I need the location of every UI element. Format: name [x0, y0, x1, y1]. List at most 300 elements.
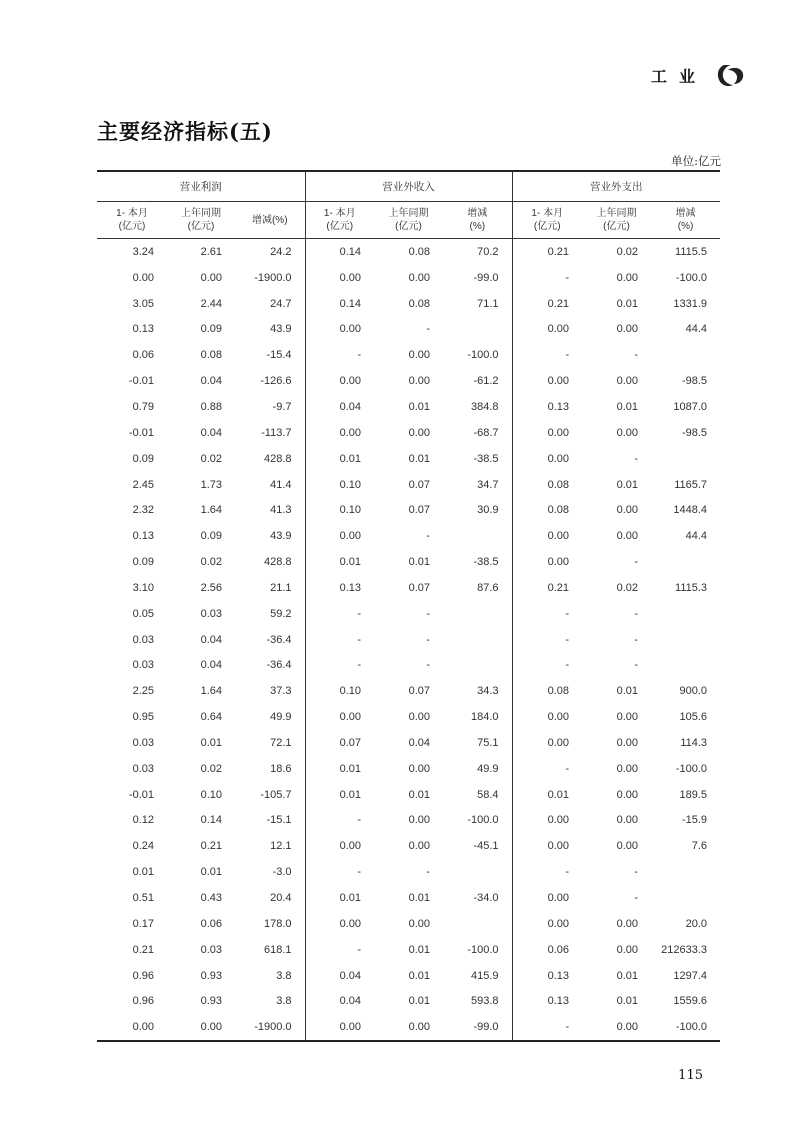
table-row: [97, 756, 720, 782]
table-cell: 1165.7: [674, 478, 708, 491]
table-cell: 0.00: [408, 814, 431, 827]
table-cell: 0.00: [305, 368, 374, 394]
table-cell: 0.00: [305, 265, 374, 291]
table-cell: -: [512, 653, 582, 679]
table-cell: -: [512, 1014, 582, 1041]
table-cell: -100.0: [675, 271, 708, 284]
table-cell: -: [305, 601, 374, 627]
table-cell: -: [426, 607, 431, 620]
table-cell: 105.6: [679, 711, 708, 724]
table-cell: 0.07: [408, 581, 431, 594]
table-cell: 900.0: [679, 685, 708, 698]
table-cell: 0.00: [616, 375, 639, 388]
column-header: 1- 本月 (亿元): [97, 202, 167, 239]
table-cell: 0.01: [512, 782, 582, 808]
table-cell: 0.01: [616, 400, 639, 413]
table-cell: 0.03: [132, 762, 154, 775]
table-cell: 593.8: [470, 995, 499, 1008]
table-body: [97, 239, 720, 1042]
table-cell: -: [426, 530, 431, 543]
table-cell: -0.01: [128, 426, 154, 439]
table-cell: -68.7: [473, 426, 499, 439]
table-cell: -100.0: [651, 1014, 720, 1041]
table-row: [97, 653, 720, 679]
table-cell: -100.0: [467, 349, 499, 362]
table-cell: 3.24: [132, 245, 154, 258]
table-cell: 0.09: [132, 452, 154, 465]
table-cell: 1.73: [200, 478, 222, 491]
table-cell: -105.7: [260, 788, 292, 801]
table-cell: 0.01: [305, 446, 374, 472]
column-group-row: [97, 171, 720, 202]
table-cell: 1331.9: [673, 297, 708, 310]
table-cell: 0.01: [408, 400, 431, 413]
table-cell: 0.03: [200, 607, 222, 620]
table-cell: -61.2: [473, 375, 499, 388]
table-cell: 0.64: [200, 711, 222, 724]
column-header: 上年同期 (亿元): [582, 202, 651, 239]
table-cell: 0.00: [305, 911, 374, 937]
table-cell: 2.45: [132, 478, 154, 491]
table-cell: 1559.6: [673, 995, 708, 1008]
table-cell: 0.00: [616, 788, 639, 801]
table-cell: -0.01: [128, 788, 154, 801]
table-cell: 0.08: [200, 349, 222, 362]
table-row: [97, 1014, 720, 1041]
table-cell: -: [634, 452, 639, 465]
table-cell: 384.8: [470, 400, 499, 413]
table-cell: 0.00: [512, 317, 582, 343]
table-cell: -36.4: [266, 633, 292, 646]
table-cell: 0.00: [512, 833, 582, 859]
table-cell: [443, 627, 512, 653]
table-cell: 20.4: [270, 892, 292, 905]
table-cell: 428.8: [263, 452, 292, 465]
table-cell: 0.79: [132, 400, 154, 413]
column-header: 1- 本月 (亿元): [512, 202, 582, 239]
table-cell: 1448.4: [673, 504, 708, 517]
table-cell: -: [634, 892, 639, 905]
table-cell: 0.93: [200, 969, 222, 982]
table-cell: -99.0: [443, 1014, 512, 1041]
table-cell: 0.02: [616, 581, 639, 594]
table-row: [97, 291, 720, 317]
table-cell: 0.12: [132, 814, 154, 827]
table-cell: -: [305, 808, 374, 834]
table-cell: 71.1: [477, 297, 499, 310]
table-row: [97, 937, 720, 963]
table-cell: 0.03: [132, 633, 154, 646]
table-row: [97, 833, 720, 859]
table-cell: 212633.3: [661, 943, 708, 956]
table-cell: -15.9: [681, 814, 708, 827]
table-cell: 0.13: [132, 323, 154, 336]
indicator-table: [97, 170, 720, 1042]
table-cell: 0.09: [132, 556, 154, 569]
table-cell: -: [512, 627, 582, 653]
table-row: [97, 549, 720, 575]
table-cell: 0.03: [200, 943, 222, 956]
table-cell: 1115.5: [675, 245, 708, 258]
table-cell: 0.01: [408, 556, 431, 569]
table-cell: 0.00: [512, 420, 582, 446]
table-cell: 0.00: [132, 271, 154, 284]
table-cell: -100.0: [467, 814, 499, 827]
table-cell: 0.02: [200, 556, 222, 569]
table-cell: -: [512, 756, 582, 782]
table-cell: -: [634, 866, 639, 879]
table-row: [97, 627, 720, 653]
table-cell: 0.10: [305, 678, 374, 704]
table-cell: [443, 653, 512, 679]
table-cell: 1115.3: [675, 581, 708, 594]
table-cell: 0.06: [512, 937, 582, 963]
table-cell: 0.00: [512, 911, 582, 937]
table-cell: 0.07: [408, 504, 431, 517]
table-cell: 0.96: [132, 969, 154, 982]
table-cell: -1900.0: [254, 271, 292, 284]
table-cell: 428.8: [263, 556, 292, 569]
group-non-operating-income: 营业外收入: [305, 171, 512, 202]
table-cell: 0.04: [305, 394, 374, 420]
table-row: [97, 265, 720, 291]
table-cell: -38.5: [473, 556, 499, 569]
table-cell: 0.00: [408, 375, 431, 388]
table-cell: 41.3: [270, 504, 292, 517]
table-cell: 0.00: [512, 368, 582, 394]
table-cell: 3.8: [276, 995, 292, 1008]
table-cell: 0.00: [305, 317, 374, 343]
table-cell: [443, 601, 512, 627]
table-cell: 21.1: [270, 581, 292, 594]
table-cell: 3.8: [276, 969, 292, 982]
table-cell: 0.00: [616, 917, 639, 930]
table-cell: -38.5: [473, 452, 499, 465]
table-cell: -: [426, 866, 431, 879]
table-cell: 1297.4: [673, 969, 708, 982]
table-cell: 0.17: [132, 917, 154, 930]
table-cell: 0.07: [408, 478, 431, 491]
table-cell: -100.0: [675, 762, 708, 775]
table-cell: -: [305, 653, 374, 679]
table-cell: 0.00: [167, 1014, 235, 1041]
table-cell: 0.04: [305, 988, 374, 1014]
table-cell: [651, 601, 720, 627]
table-cell: 0.00: [616, 814, 639, 827]
table-cell: 0.01: [408, 995, 431, 1008]
column-header: 增减 (%): [651, 202, 720, 239]
table-cell: -100.0: [467, 943, 499, 956]
page-title: 主要经济指标(五): [97, 119, 273, 144]
table-row: [97, 446, 720, 472]
table-cell: 0.00: [616, 323, 639, 336]
table-cell: -98.5: [681, 426, 708, 439]
table-cell: 0.00: [512, 446, 582, 472]
table-cell: 0.43: [200, 892, 222, 905]
table-cell: 34.3: [477, 685, 499, 698]
table-cell: -: [512, 342, 582, 368]
table-row: [97, 988, 720, 1014]
table-cell: 0.96: [132, 995, 154, 1008]
table-cell: -: [305, 859, 374, 885]
running-header: [651, 62, 745, 88]
table-cell: 0.00: [408, 426, 431, 439]
table-cell: -: [512, 265, 582, 291]
table-cell: 43.9: [270, 530, 292, 543]
table-row: [97, 782, 720, 808]
table-cell: 0.01: [200, 736, 222, 749]
table-cell: -: [512, 601, 582, 627]
table-cell: 2.56: [200, 581, 222, 594]
table-cell: 0.01: [616, 685, 639, 698]
table-cell: 72.1: [270, 736, 292, 749]
table-cell: 0.02: [616, 245, 639, 258]
table-cell: 49.9: [270, 711, 292, 724]
table-cell: 0.00: [616, 271, 639, 284]
table-row: [97, 704, 720, 730]
table-cell: 0.21: [512, 291, 582, 317]
table-cell: 0.01: [408, 452, 431, 465]
table-cell: -: [512, 859, 582, 885]
table-cell: 0.00: [200, 271, 222, 284]
table-cell: 0.00: [305, 1014, 374, 1041]
table-cell: 0.00: [97, 1014, 167, 1041]
table-cell: 0.00: [616, 504, 639, 517]
table-cell: -: [305, 342, 374, 368]
table-cell: -113.7: [261, 426, 292, 439]
table-cell: 0.08: [512, 497, 582, 523]
table-cell: 44.4: [685, 530, 708, 543]
section-label: 工业: [650, 66, 707, 86]
table-cell: 0.02: [200, 762, 222, 775]
table-cell: 2.25: [132, 685, 154, 698]
table-cell: -9.7: [272, 400, 292, 413]
table-cell: 0.10: [200, 788, 222, 801]
table-cell: 59.2: [270, 607, 292, 620]
table-cell: 0.10: [305, 497, 374, 523]
table-row: [97, 394, 720, 420]
table-cell: 2.61: [200, 245, 222, 258]
table-cell: [651, 446, 720, 472]
table-cell: 178.0: [263, 917, 292, 930]
table-cell: 0.00: [408, 271, 431, 284]
table-row: [97, 601, 720, 627]
table-cell: 0.10: [305, 472, 374, 498]
table-cell: 3.10: [132, 581, 154, 594]
table-cell: -126.6: [260, 375, 292, 388]
table-cell: [651, 549, 720, 575]
table-cell: 0.08: [512, 678, 582, 704]
table-row: [97, 317, 720, 343]
table-cell: 0.14: [305, 291, 374, 317]
table-cell: 0.00: [512, 885, 582, 911]
table-cell: 0.00: [408, 840, 431, 853]
table-row: [97, 342, 720, 368]
table-cell: 0.06: [132, 349, 154, 362]
table-cell: 0.21: [200, 840, 222, 853]
table-cell: 0.00: [305, 833, 374, 859]
table-cell: 0.00: [616, 426, 639, 439]
table-cell: -: [634, 633, 639, 646]
table-cell: 0.88: [200, 400, 222, 413]
table-cell: 184.0: [470, 711, 499, 724]
table-cell: [443, 911, 512, 937]
table-cell: 44.4: [685, 323, 708, 336]
table-cell: 114.3: [680, 736, 708, 749]
table-cell: 24.7: [270, 297, 292, 310]
table-cell: 0.00: [408, 711, 431, 724]
table-cell: 0.00: [616, 762, 639, 775]
table-row: [97, 885, 720, 911]
table-cell: 0.01: [616, 969, 639, 982]
table-row: [97, 575, 720, 601]
table-cell: 0.00: [616, 711, 639, 724]
table-cell: 0.01: [408, 943, 431, 956]
table-cell: -98.5: [681, 375, 708, 388]
table-cell: 0.00: [616, 530, 639, 543]
table-cell: -: [634, 659, 639, 672]
table-cell: -: [634, 607, 639, 620]
table-cell: 24.2: [270, 245, 292, 258]
table-cell: -36.4: [266, 659, 292, 672]
table-cell: 0.05: [132, 607, 154, 620]
table-cell: 0.08: [408, 297, 431, 310]
table-cell: 618.1: [263, 943, 292, 956]
table-cell: 2.44: [200, 297, 222, 310]
column-header: 上年同期 (亿元): [374, 202, 443, 239]
table-cell: 1.64: [200, 504, 222, 517]
table-cell: 0.00: [512, 549, 582, 575]
table-cell: 0.01: [408, 892, 431, 905]
table-cell: 0.01: [200, 866, 222, 879]
table-cell: 0.21: [512, 239, 582, 265]
page-number: 115: [678, 1068, 703, 1083]
table-cell: 0.24: [132, 840, 154, 853]
table-cell: 0.01: [616, 995, 639, 1008]
table-cell: 0.00: [582, 1014, 651, 1041]
table-cell: 0.04: [200, 426, 222, 439]
table-cell: 34.7: [477, 478, 499, 491]
table-cell: 0.08: [408, 245, 431, 258]
table-cell: 0.51: [132, 892, 154, 905]
table-cell: 0.13: [512, 988, 582, 1014]
table-cell: -: [634, 556, 639, 569]
table-cell: 0.00: [408, 762, 431, 775]
table-cell: -: [305, 627, 374, 653]
table-cell: 70.2: [477, 245, 499, 258]
column-header: 增减 (%): [443, 202, 512, 239]
table-cell: 0.00: [512, 704, 582, 730]
table-cell: 87.6: [477, 581, 499, 594]
table-cell: 20.0: [685, 917, 708, 930]
table-cell: 0.14: [200, 814, 222, 827]
table-cell: 0.01: [408, 969, 431, 982]
table-cell: 0.00: [512, 808, 582, 834]
table-cell: -15.1: [266, 814, 292, 827]
table-cell: [651, 342, 720, 368]
table-cell: 0.03: [132, 659, 154, 672]
table-cell: 0.04: [200, 633, 222, 646]
table-row: [97, 678, 720, 704]
table-row: [97, 808, 720, 834]
table-cell: 0.07: [408, 685, 431, 698]
table-cell: -: [305, 937, 374, 963]
table-cell: 7.6: [691, 840, 708, 853]
table-cell: 0.04: [408, 736, 431, 749]
table-cell: 0.00: [305, 420, 374, 446]
table-cell: 3.05: [132, 297, 154, 310]
table-cell: -45.1: [473, 840, 499, 853]
table-cell: [443, 523, 512, 549]
table-cell: 0.08: [512, 472, 582, 498]
table-cell: 0.00: [305, 523, 374, 549]
table-cell: 0.03: [132, 736, 154, 749]
table-cell: 0.01: [408, 788, 431, 801]
table-cell: -99.0: [473, 271, 499, 284]
table-cell: 43.9: [270, 323, 292, 336]
table-cell: -1900.0: [235, 1014, 305, 1041]
table-row: [97, 730, 720, 756]
table-cell: 0.02: [200, 452, 222, 465]
table-cell: -: [426, 633, 431, 646]
table-cell: 30.9: [477, 504, 499, 517]
table-cell: 2.32: [132, 504, 154, 517]
table-cell: [443, 859, 512, 885]
table-cell: 0.04: [200, 659, 222, 672]
table-cell: 0.06: [200, 917, 222, 930]
table-cell: 37.3: [270, 685, 292, 698]
table-row: [97, 859, 720, 885]
table-cell: 18.6: [270, 762, 292, 775]
table-cell: 0.04: [305, 963, 374, 989]
table-cell: 0.00: [512, 523, 582, 549]
table-cell: 0.00: [305, 704, 374, 730]
table-cell: 0.01: [132, 866, 154, 879]
table-cell: [443, 317, 512, 343]
table-cell: 49.9: [477, 762, 499, 775]
table-row: [97, 472, 720, 498]
table-row: [97, 420, 720, 446]
table-cell: 0.00: [512, 730, 582, 756]
table-cell: 189.5: [679, 788, 708, 801]
table-row: [97, 911, 720, 937]
table-cell: 0.09: [200, 323, 222, 336]
table-cell: -: [426, 323, 431, 336]
table-cell: 0.00: [408, 349, 431, 362]
table-cell: 41.4: [270, 478, 292, 491]
table-cell: 58.4: [477, 788, 499, 801]
table-cell: 0.01: [305, 885, 374, 911]
table-cell: [651, 859, 720, 885]
table-cell: 0.07: [305, 730, 374, 756]
table-cell: [651, 885, 720, 911]
group-operating-profit: 营业利润: [97, 171, 305, 202]
table-cell: 0.01: [305, 549, 374, 575]
table-cell: 0.01: [305, 756, 374, 782]
table-cell: -34.0: [473, 892, 499, 905]
table-cell: 0.14: [305, 239, 374, 265]
table-cell: 0.04: [200, 375, 222, 388]
table-cell: 0.13: [305, 575, 374, 601]
table-row: [97, 368, 720, 394]
column-header: 1- 本月 (亿元): [305, 202, 374, 239]
table-row: [97, 239, 720, 265]
table-cell: 0.09: [200, 530, 222, 543]
table-row: [97, 963, 720, 989]
column-header-row: [97, 202, 720, 239]
table-cell: [651, 627, 720, 653]
table-cell: 0.13: [512, 963, 582, 989]
